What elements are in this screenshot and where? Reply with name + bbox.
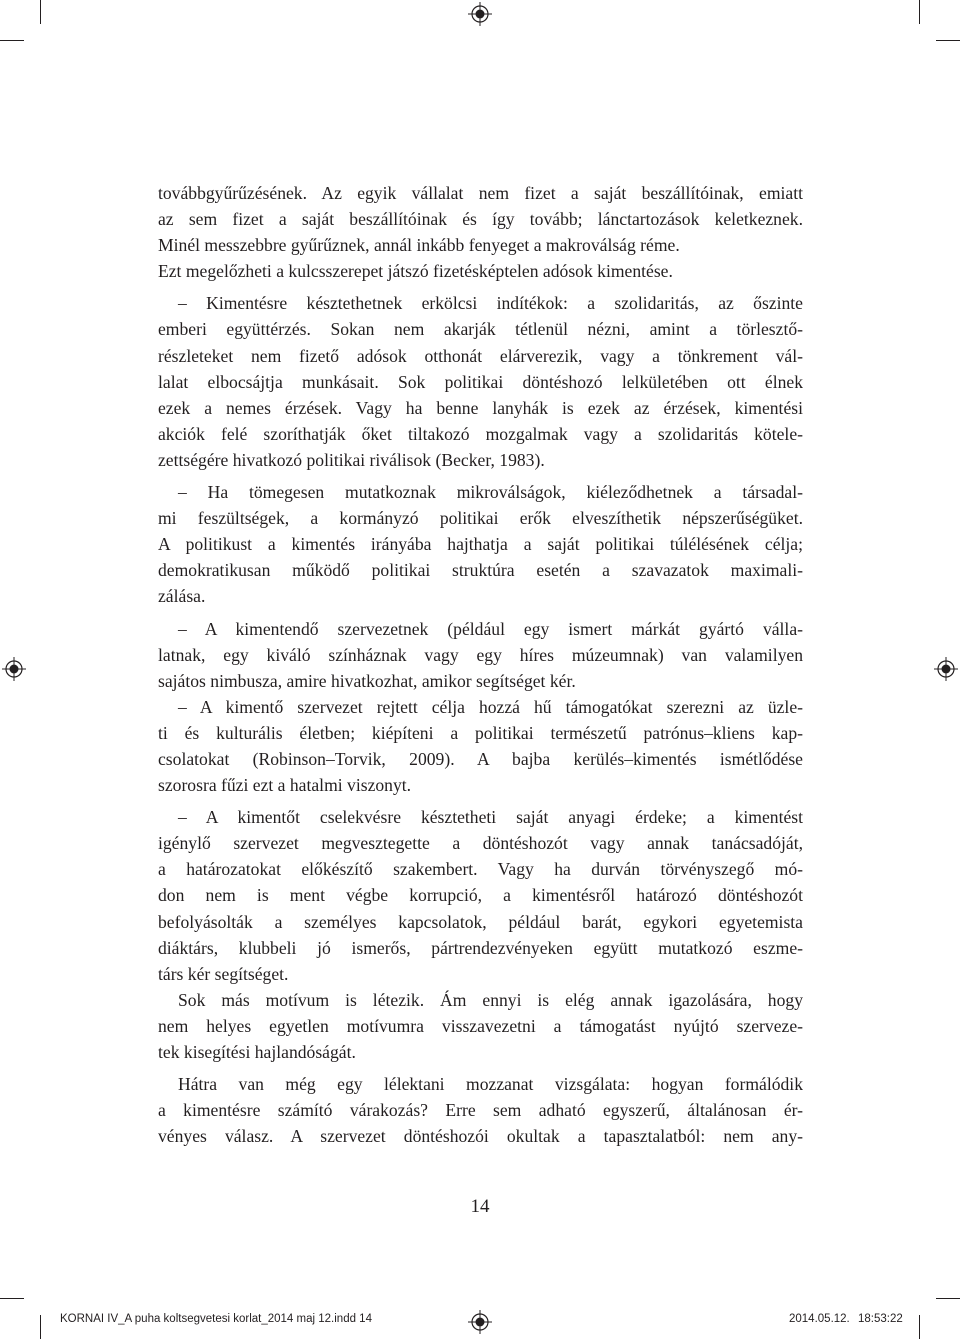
text-line: demokratikusan működő politikai struktúra esetén a szavazatok maximali- bbox=[158, 560, 803, 581]
text-line: szorosra fűzi ezt a hatalmi viszonyt. bbox=[158, 775, 412, 796]
crop-mark-top-left-v bbox=[40, 0, 41, 24]
text-line: igénylő szervezet megvesztegette a döntéshozót vagy annak tanácsadóját, bbox=[158, 833, 803, 854]
text-line: vényes válasz. A szervezet döntéshozói okultak a tapasztalatból: nem any- bbox=[158, 1126, 803, 1147]
text-line: zettségére hivatkozó politikai riválisok (Becker, 1983). bbox=[158, 449, 545, 470]
text-line: ezek a nemes érzések. Vagy ha benne lanyhák is ezek az érzések, kimentési bbox=[158, 397, 803, 418]
text-line: Minél messzebbre gyűrűznek, annál inkább fenyeget a makroválság réme. bbox=[158, 235, 680, 256]
text-line: mi feszültségek, a kormányzó politikai erők elveszíthetik népszerűségüket. bbox=[158, 508, 803, 529]
text-line: – A kimentőt cselekvésre késztetheti saját anyagi érdeke; a kimentést bbox=[178, 807, 803, 828]
body-text bbox=[158, 180, 803, 1149]
text-line: Sok más motívum is létezik. Ám ennyi is elég annak igazolására, hogy bbox=[178, 989, 803, 1010]
crop-mark-top-right-v bbox=[919, 0, 920, 24]
text-line: latnak, egy kiváló színháznak vagy egy híres múzeumnak) van valamilyen bbox=[158, 644, 803, 665]
text-line: ti és kulturális életben; kiépíteni a politikai természetű patrónus–kliens kap- bbox=[158, 722, 803, 743]
crop-mark-bottom-left-v bbox=[40, 1315, 41, 1339]
text-line: a határozatokat előkészítő szakembert. Vagy ha durván törvényszegő mó- bbox=[158, 859, 803, 880]
text-line: – Ha tömegesen mutatkoznak mikroválságok, kiéleződhetnek a társadal- bbox=[178, 482, 803, 503]
registration-mark-right-icon bbox=[934, 657, 958, 681]
text-line: don nem is ment végbe korrupció, a kimentésről határozó döntéshozót bbox=[158, 885, 803, 906]
text-line: csolatokat (Robinson–Torvik, 2009). A bajba kerülés–kimentés ismétlődése bbox=[158, 748, 803, 769]
registration-mark-top-icon bbox=[468, 2, 492, 26]
text-line: zálása. bbox=[158, 586, 206, 607]
crop-mark-bottom-left-h bbox=[0, 1298, 24, 1299]
text-line: diáktárs, klubbeli jó ismerős, pártrendezvényeken együtt mutatkozó eszme- bbox=[158, 937, 803, 958]
text-line: Ezt megelőzheti a kulcsszerepet játszó fizetésképtelen adósok kimentése. bbox=[158, 261, 673, 282]
slug-date: 2014.05.12. bbox=[789, 1313, 850, 1325]
crop-mark-bottom-right-v bbox=[919, 1315, 920, 1339]
text-line: sajátos nimbusza, amire hivatkozhat, amikor segítséget kér. bbox=[158, 670, 576, 691]
text-line: Hátra van még egy lélektani mozzanat vizsgálata: hogyan formálódik bbox=[178, 1074, 803, 1095]
text-line: részleteket nem fizető adósok otthonát elárverezik, vagy a tönkrement vál- bbox=[158, 345, 803, 366]
text-line: társ kér segítséget. bbox=[158, 963, 289, 984]
crop-mark-bottom-right-h bbox=[936, 1298, 960, 1299]
text-line: – Kimentésre késztethetnek erkölcsi indítékok: a szolidaritás, az őszinte bbox=[178, 293, 803, 314]
crop-mark-top-right-h bbox=[936, 40, 960, 41]
text-line: továbbgyűrűzésének. Az egyik vállalat nem fizet a saját beszállítóinak, emiatt bbox=[158, 183, 803, 203]
text-line: az sem fizet a saját beszállítóinak és így tovább; lánctartozások keletkeznek. bbox=[158, 209, 803, 230]
page-number: 14 bbox=[470, 1196, 490, 1217]
text-line: lalat elbocsájtja munkásait. Sok politikai döntéshozó lelkületében ott élnek bbox=[158, 371, 803, 392]
slug-filename: KORNAI IV_A puha koltsegvetesi korlat_2014 maj 12.indd 14 bbox=[60, 1313, 372, 1325]
text-line: akciók felé szoríthatják őket tiltakozó mozgalmak vagy a szolidaritás kötele- bbox=[158, 423, 803, 444]
slug-time: 18:53:22 bbox=[858, 1313, 903, 1325]
text-line: A politikust a kimentés irányába hajthatja a saját politikai túlélésének célja; bbox=[158, 534, 803, 555]
text-line: nem helyes egyetlen motívumra visszavezetni a támogatást nyújtó szerveze- bbox=[158, 1015, 803, 1036]
text-line: – A kimentő szervezet rejtett célja hozzá hű támogatókat szerezni az üzle- bbox=[178, 696, 803, 717]
text-line: befolyásolták a személyes kapcsolatok, például barát, egykori egyetemista bbox=[158, 911, 803, 932]
text-line: a kimentésre számító várakozás? Erre sem adható egyszerű, általánosan ér- bbox=[158, 1100, 803, 1121]
registration-mark-left-icon bbox=[2, 657, 26, 681]
registration-mark-bottom-icon bbox=[468, 1310, 492, 1334]
crop-mark-top-left-h bbox=[0, 40, 24, 41]
text-line: – A kimentendő szervezetnek (például egy ismert márkát gyártó válla- bbox=[178, 618, 803, 639]
text-line: tek kisegítési hajlandóságát. bbox=[158, 1042, 356, 1062]
text-line: emberi együttérzés. Sokan nem akarják tétlenül nézni, amint a törlesztő- bbox=[158, 319, 803, 340]
